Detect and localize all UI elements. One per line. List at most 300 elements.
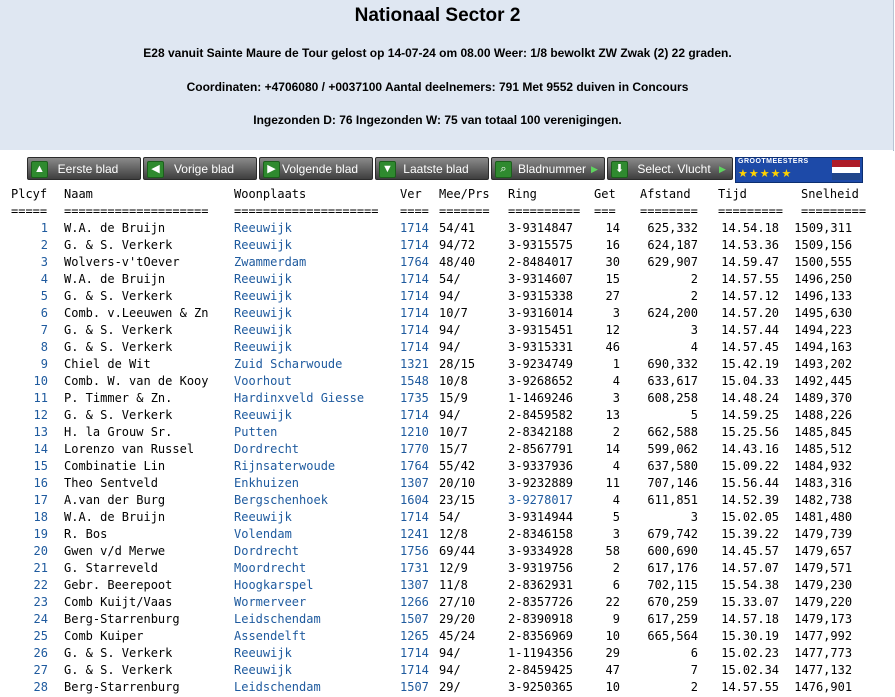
cell-afstand: 2 — [690, 272, 698, 286]
cell-afstand: 599,062 — [647, 442, 698, 456]
cell-snelheid: 1489,370 — [794, 391, 853, 405]
cell-ring: 3-9334928 — [508, 544, 574, 558]
cell-snelheid: 1479,571 — [794, 561, 853, 575]
cell-woonplaats[interactable]: Enkhuizen — [234, 476, 300, 490]
underline: ========== — [508, 204, 581, 218]
table-row — [0, 271, 866, 288]
cell-plcyf: 19 — [33, 527, 48, 541]
cell-plcyf: 3 — [40, 255, 48, 269]
cell-woonplaats[interactable]: Bergschenhoek — [234, 493, 328, 507]
cell-woonplaats[interactable]: Reeuwijk — [234, 272, 292, 286]
cell-plcyf: 23 — [33, 595, 48, 609]
table-row — [0, 628, 866, 645]
grootmeesters-logo[interactable] — [735, 157, 863, 183]
cell-woonplaats[interactable]: Reeuwijk — [234, 221, 292, 235]
cell-ver: 1714 — [400, 646, 429, 660]
cell-naam: G. & S. Verkerk — [64, 408, 173, 422]
entries-info: Ingezonden D: 76 Ingezonden W: 75 van totaal 100 verenigingen. — [253, 113, 622, 127]
cell-tijd: 15.39.22 — [721, 527, 780, 541]
table-row — [0, 611, 866, 628]
cell-woonplaats[interactable]: Zwammerdam — [234, 255, 307, 269]
cell-woonplaats[interactable]: Reeuwijk — [234, 663, 292, 677]
table-header-row — [0, 186, 866, 203]
cell-tijd: 15.30.19 — [721, 629, 780, 643]
arrow-left-icon: ◀ — [147, 161, 164, 178]
cell-ver: 1266 — [400, 595, 429, 609]
cell-woonplaats[interactable]: Reeuwijk — [234, 408, 292, 422]
cell-ring: 2-8459425 — [508, 663, 574, 677]
cell-snelheid: 1492,445 — [794, 374, 853, 388]
cell-afstand: 611,851 — [647, 493, 698, 507]
cell-ver: 1714 — [400, 238, 429, 252]
cell-plcyf: 22 — [33, 578, 48, 592]
cell-get: 2 — [612, 561, 620, 575]
table-row — [0, 543, 866, 560]
cell-woonplaats[interactable]: Hardinxveld Giesse — [234, 391, 365, 405]
cell-mee-prs: 55/42 — [439, 459, 476, 473]
cell-mee-prs: 29/ — [439, 680, 461, 694]
cell-afstand: 690,332 — [647, 357, 698, 371]
cell-mee-prs: 10/7 — [439, 425, 468, 439]
cell-plcyf: 16 — [33, 476, 48, 490]
table-row — [0, 526, 866, 543]
cell-afstand: 702,115 — [647, 578, 698, 592]
cell-mee-prs: 20/10 — [439, 476, 476, 490]
cell-tijd: 15.33.07 — [721, 595, 780, 609]
underline: ======= — [439, 204, 490, 218]
cell-ver: 1307 — [400, 476, 429, 490]
cell-woonplaats[interactable]: Dordrecht — [234, 442, 300, 456]
cell-naam: A.van der Burg — [64, 493, 166, 507]
cell-get: 30 — [605, 255, 620, 269]
cell-ver: 1764 — [400, 255, 429, 269]
cell-get: 5 — [612, 510, 620, 524]
cell-afstand: 617,176 — [647, 561, 698, 575]
cell-naam: G. & S. Verkerk — [64, 340, 173, 354]
cell-plcyf: 24 — [33, 612, 48, 626]
cell-snelheid: 1481,480 — [794, 510, 853, 524]
cell-ver: 1714 — [400, 408, 429, 422]
cell-woonplaats[interactable]: Volendam — [234, 527, 292, 541]
cell-plcyf: 15 — [33, 459, 48, 473]
underline: ==== — [400, 204, 429, 218]
cell-plcyf: 17 — [33, 493, 48, 507]
cell-get: 14 — [605, 442, 620, 456]
underline: === — [594, 204, 616, 218]
cell-afstand: 7 — [690, 663, 698, 677]
table-row — [0, 220, 866, 237]
cell-ring: 2-8362931 — [508, 578, 574, 592]
cell-ring: 3-9315575 — [508, 238, 574, 252]
cell-woonplaats[interactable]: Dordrecht — [234, 544, 300, 558]
results-table-wrap — [0, 186, 893, 697]
cell-snelheid: 1495,630 — [794, 306, 853, 320]
cell-get: 11 — [605, 476, 620, 490]
cell-plcyf: 8 — [40, 340, 48, 354]
cell-get: 3 — [612, 527, 620, 541]
cell-mee-prs: 94/ — [439, 340, 461, 354]
cell-tijd: 15.09.22 — [721, 459, 780, 473]
cell-ring: 3-9278017 — [508, 493, 574, 507]
col-header-tijd: Tijd — [718, 187, 747, 201]
cell-plcyf: 6 — [40, 306, 48, 320]
table-row — [0, 322, 866, 339]
cell-snelheid: 1482,738 — [794, 493, 853, 507]
cell-woonplaats[interactable]: Reeuwijk — [234, 510, 292, 524]
cell-get: 58 — [605, 544, 620, 558]
cell-mee-prs: 12/8 — [439, 527, 468, 541]
cell-get: 12 — [605, 323, 620, 337]
cell-get: 3 — [612, 391, 620, 405]
arrow-right-icon: ▶ — [263, 161, 280, 178]
chevron-right-icon: ▶ — [719, 164, 726, 174]
cell-get: 13 — [605, 408, 620, 422]
cell-naam: G. & S. Verkerk — [64, 323, 173, 337]
cell-get: 4 — [612, 493, 620, 507]
table-row — [0, 390, 866, 407]
cell-tijd: 14.43.16 — [721, 442, 780, 456]
chevron-right-icon: ▶ — [591, 164, 598, 174]
cell-naam: Wolvers-v'tOever — [64, 255, 180, 269]
cell-plcyf: 9 — [40, 357, 48, 371]
cell-get: 10 — [605, 680, 620, 694]
cell-afstand: 662,588 — [647, 425, 698, 439]
cell-tijd: 14.57.45 — [721, 340, 780, 354]
cell-afstand: 629,907 — [647, 255, 698, 269]
cell-plcyf: 4 — [40, 272, 48, 286]
cell-woonplaats[interactable]: Reeuwijk — [234, 306, 292, 320]
cell-get: 47 — [605, 663, 620, 677]
next-page-button[interactable]: ▶ Volgende blad — [259, 157, 373, 180]
cell-ver: 1714 — [400, 510, 429, 524]
cell-woonplaats[interactable]: Zuid Scharwoude — [234, 357, 343, 371]
cell-afstand: 2 — [690, 680, 698, 694]
cell-ver: 1507 — [400, 612, 429, 626]
cell-get: 2 — [612, 425, 620, 439]
cell-tijd: 14.57.55 — [721, 272, 780, 286]
cell-mee-prs: 94/ — [439, 408, 461, 422]
cell-ring: 1-1194356 — [508, 646, 574, 660]
table-row — [0, 424, 866, 441]
cell-afstand: 600,690 — [647, 544, 698, 558]
cell-plcyf: 28 — [33, 680, 48, 694]
cell-woonplaats[interactable]: Reeuwijk — [234, 323, 292, 337]
table-header-underline — [0, 203, 866, 220]
table-row — [0, 441, 866, 458]
cell-snelheid: 1483,316 — [794, 476, 853, 490]
cell-naam: Combinatie Lin — [64, 459, 166, 473]
cell-afstand: 624,187 — [647, 238, 698, 252]
cell-get: 1 — [612, 357, 620, 371]
cell-ver: 1714 — [400, 289, 429, 303]
cell-tijd: 14.54.18 — [721, 221, 780, 235]
cell-plcyf: 20 — [33, 544, 48, 558]
select-flight-button[interactable]: ⬇ Select. Vlucht ▶ — [607, 157, 733, 180]
cell-get: 22 — [605, 595, 620, 609]
table-row — [0, 407, 866, 424]
cell-tijd: 15.02.05 — [721, 510, 780, 524]
table-row — [0, 492, 866, 509]
cell-tijd: 15.02.23 — [721, 646, 780, 660]
underline: ==================== — [234, 204, 379, 218]
cell-mee-prs: 94/ — [439, 663, 461, 677]
cell-ring: 3-9319756 — [508, 561, 574, 575]
previous-page-button[interactable]: ◀ Vorige blad — [143, 157, 257, 180]
cell-snelheid: 1485,845 — [794, 425, 853, 439]
cell-snelheid: 1494,223 — [794, 323, 853, 337]
cell-get: 46 — [605, 340, 620, 354]
cell-plcyf: 26 — [33, 646, 48, 660]
table-row — [0, 679, 866, 696]
col-header-woonplaats: Woonplaats — [234, 187, 307, 201]
col-header-plcyf: Plcyf — [11, 187, 48, 201]
cell-woonplaats[interactable]: Leidschendam — [234, 612, 321, 626]
cell-get: 29 — [605, 646, 620, 660]
cell-woonplaats[interactable]: Reeuwijk — [234, 238, 292, 252]
cell-naam: Berg-Starrenburg — [64, 680, 180, 694]
cell-tijd: 14.57.55 — [721, 680, 780, 694]
cell-plcyf: 25 — [33, 629, 48, 643]
cell-ver: 1714 — [400, 272, 429, 286]
table-row — [0, 288, 866, 305]
cell-ver: 1210 — [400, 425, 429, 439]
cell-ring: 3-9232889 — [508, 476, 574, 490]
cell-plcyf: 11 — [33, 391, 48, 405]
cell-get: 27 — [605, 289, 620, 303]
cell-naam: Gebr. Beerepoot — [64, 578, 173, 592]
cell-woonplaats[interactable]: Hoogkarspel — [234, 578, 314, 592]
table-row — [0, 458, 866, 475]
cell-plcyf: 12 — [33, 408, 48, 422]
cell-mee-prs: 15/9 — [439, 391, 468, 405]
cell-woonplaats[interactable]: Rijnsaterwoude — [234, 459, 336, 473]
table-row — [0, 254, 866, 271]
cell-ver: 1548 — [400, 374, 429, 388]
cell-naam: Comb Kuiper — [64, 629, 144, 643]
cell-woonplaats[interactable]: Voorhout — [234, 374, 292, 388]
cell-mee-prs: 94/ — [439, 646, 461, 660]
cell-snelheid: 1509,156 — [794, 238, 853, 252]
cell-afstand: 633,617 — [647, 374, 698, 388]
cell-ring: 3-9315331 — [508, 340, 574, 354]
cell-naam: W.A. de Bruijn — [64, 510, 166, 524]
table-row — [0, 356, 866, 373]
cell-get: 10 — [605, 629, 620, 643]
results-table — [0, 186, 866, 696]
cell-snelheid: 1500,555 — [794, 255, 853, 269]
cell-snelheid: 1496,133 — [794, 289, 853, 303]
cell-tijd: 14.59.47 — [721, 255, 780, 269]
cell-snelheid: 1476,901 — [794, 680, 853, 694]
table-row — [0, 339, 866, 356]
cell-snelheid: 1485,512 — [794, 442, 853, 456]
navigation-toolbar — [0, 150, 893, 186]
cell-get: 15 — [605, 272, 620, 286]
cell-plcyf: 5 — [40, 289, 48, 303]
table-row — [0, 373, 866, 390]
cell-ring: 2-8567791 — [508, 442, 574, 456]
col-header-get: Get — [594, 187, 616, 201]
cell-tijd: 14.48.24 — [721, 391, 780, 405]
cell-afstand: 3 — [690, 323, 698, 337]
cell-naam: Comb Kuijt/Vaas — [64, 595, 173, 609]
cell-tijd: 14.57.18 — [721, 612, 780, 626]
cell-ver: 1756 — [400, 544, 429, 558]
last-page-button[interactable]: ▼ Laatste blad — [375, 157, 489, 180]
cell-mee-prs: 94/72 — [439, 238, 476, 252]
cell-mee-prs: 28/15 — [439, 357, 476, 371]
cell-snelheid: 1493,202 — [794, 357, 853, 371]
cell-woonplaats[interactable]: Wormerveer — [234, 595, 307, 609]
cell-ring: 3-9315338 — [508, 289, 574, 303]
cell-afstand: 665,564 — [647, 629, 698, 643]
cell-snelheid: 1479,230 — [794, 578, 853, 592]
arrow-down-icon: ▼ — [379, 161, 396, 178]
underline: ========= — [718, 204, 784, 218]
cell-afstand: 670,259 — [647, 595, 698, 609]
cell-tijd: 14.45.57 — [721, 544, 780, 558]
cell-mee-prs: 45/24 — [439, 629, 476, 643]
cell-tijd: 14.53.36 — [721, 238, 780, 252]
col-header-naam: Naam — [64, 187, 93, 201]
cell-tijd: 14.59.25 — [721, 408, 780, 422]
cell-ver: 1321 — [400, 357, 429, 371]
cell-snelheid: 1477,773 — [794, 646, 853, 660]
cell-ring: 2-8356969 — [508, 629, 574, 643]
cell-woonplaats[interactable]: Reeuwijk — [234, 646, 292, 660]
table-row — [0, 237, 866, 254]
col-header-snelheid: Snelheid — [801, 187, 859, 201]
cell-ver: 1265 — [400, 629, 429, 643]
report-header — [0, 0, 894, 151]
cell-naam: Lorenzo van Russel — [64, 442, 195, 456]
cell-afstand: 624,200 — [647, 306, 698, 320]
cell-snelheid: 1479,220 — [794, 595, 853, 609]
cell-plcyf: 18 — [33, 510, 48, 524]
cell-afstand: 637,580 — [647, 459, 698, 473]
cell-naam: R. Bos — [64, 527, 108, 541]
cell-snelheid: 1509,311 — [794, 221, 853, 235]
cell-ver: 1731 — [400, 561, 429, 575]
cell-ring: 3-9316014 — [508, 306, 574, 320]
cell-naam: Comb. W. van de Kooy — [64, 374, 209, 388]
page-title: Nationaal Sector 2 — [354, 5, 521, 26]
cell-ring: 2-8346158 — [508, 527, 574, 541]
page-number-button[interactable]: ⌕ Bladnummer ▶ — [491, 157, 605, 180]
cell-plcyf: 27 — [33, 663, 48, 677]
cell-ver: 1735 — [400, 391, 429, 405]
cell-woonplaats[interactable]: Putten — [234, 425, 278, 439]
cell-plcyf: 14 — [33, 442, 48, 456]
cell-get: 16 — [605, 238, 620, 252]
cell-tijd: 14.52.39 — [721, 493, 780, 507]
cell-tijd: 15.56.44 — [721, 476, 780, 490]
cell-snelheid: 1479,657 — [794, 544, 853, 558]
cell-ring: 3-9337936 — [508, 459, 574, 473]
cell-woonplaats[interactable]: Reeuwijk — [234, 289, 292, 303]
cell-naam: G. Starreveld — [64, 561, 158, 575]
cell-get: 9 — [612, 612, 620, 626]
cell-mee-prs: 69/44 — [439, 544, 476, 558]
cell-ring: 1-1469246 — [508, 391, 574, 405]
table-row — [0, 475, 866, 492]
cell-woonplaats[interactable]: Assendelft — [234, 629, 307, 643]
cell-ring: 3-9314847 — [508, 221, 574, 235]
cell-afstand: 3 — [690, 510, 698, 524]
cell-tijd: 14.57.07 — [721, 561, 780, 575]
cell-ver: 1714 — [400, 663, 429, 677]
cell-naam: G. & S. Verkerk — [64, 646, 173, 660]
cell-afstand: 625,332 — [647, 221, 698, 235]
cell-mee-prs: 54/ — [439, 510, 461, 524]
cell-naam: Theo Sentveld — [64, 476, 158, 490]
cell-mee-prs: 54/41 — [439, 221, 476, 235]
cell-naam: W.A. de Bruijn — [64, 221, 166, 235]
cell-woonplaats[interactable]: Moordrecht — [234, 561, 307, 575]
cell-mee-prs: 27/10 — [439, 595, 476, 609]
cell-plcyf: 7 — [40, 323, 48, 337]
cell-mee-prs: 11/8 — [439, 578, 468, 592]
cell-mee-prs: 23/15 — [439, 493, 476, 507]
cell-snelheid: 1494,163 — [794, 340, 853, 354]
cell-ver: 1307 — [400, 578, 429, 592]
cell-naam: G. & S. Verkerk — [64, 663, 173, 677]
cell-ver: 1770 — [400, 442, 429, 456]
first-page-button[interactable]: ▲ Eerste blad — [27, 157, 141, 180]
cell-ring: 3-9314944 — [508, 510, 574, 524]
table-row — [0, 594, 866, 611]
cell-woonplaats[interactable]: Reeuwijk — [234, 340, 292, 354]
cell-ver: 1604 — [400, 493, 429, 507]
cell-mee-prs: 10/7 — [439, 306, 468, 320]
cell-snelheid: 1484,932 — [794, 459, 853, 473]
cell-ver: 1764 — [400, 459, 429, 473]
cell-mee-prs: 12/9 — [439, 561, 468, 575]
cell-mee-prs: 48/40 — [439, 255, 476, 269]
cell-get: 4 — [612, 374, 620, 388]
cell-naam: Berg-Starrenburg — [64, 612, 180, 626]
cell-ring: 3-9314607 — [508, 272, 574, 286]
cell-mee-prs: 94/ — [439, 323, 461, 337]
table-row — [0, 509, 866, 526]
underline: ==================== — [64, 204, 209, 218]
cell-tijd: 14.57.12 — [721, 289, 780, 303]
cell-ring: 2-8484017 — [508, 255, 574, 269]
cell-woonplaats[interactable]: Leidschendam — [234, 680, 321, 694]
cell-plcyf: 13 — [33, 425, 48, 439]
cell-get: 4 — [612, 459, 620, 473]
cell-plcyf: 2 — [40, 238, 48, 252]
cell-get: 14 — [605, 221, 620, 235]
cell-plcyf: 10 — [33, 374, 48, 388]
search-icon: ⌕ — [495, 161, 512, 178]
cell-naam: P. Timmer & Zn. — [64, 391, 173, 405]
cell-mee-prs: 54/ — [439, 272, 461, 286]
cell-naam: W.A. de Bruijn — [64, 272, 166, 286]
cell-snelheid: 1496,250 — [794, 272, 853, 286]
col-header-mee-prs: Mee/Prs — [439, 187, 490, 201]
col-header-afstand: Afstand — [640, 187, 691, 201]
cell-naam: Chiel de Wit — [64, 357, 151, 371]
cell-snelheid: 1477,132 — [794, 663, 853, 677]
dutch-flag-icon — [832, 160, 860, 180]
cell-ring: 3-9315451 — [508, 323, 574, 337]
cell-naam: G. & S. Verkerk — [64, 238, 173, 252]
cell-ver: 1714 — [400, 221, 429, 235]
release-info: E28 vanuit Sainte Maure de Tour gelost op 14-07-24 om 08.00 Weer: 1/8 bewolkt ZW Zwak (2) 22 graden. — [143, 46, 732, 60]
cell-tijd: 15.04.33 — [721, 374, 780, 388]
coordinates-info: Coordinaten: +4706080 / +0037100 Aantal deelnemers: 791 Met 9552 duiven in Concours — [186, 80, 689, 94]
